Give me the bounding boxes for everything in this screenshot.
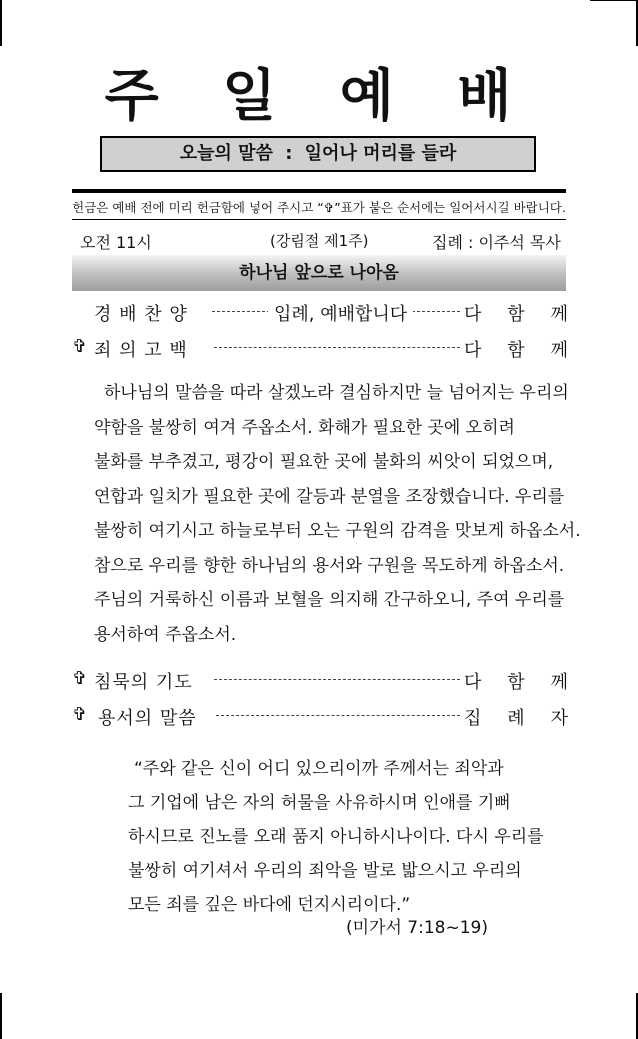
scripture-line: 그 기업에 남은 자의 허물을 사유하시며 인애를 기뻐 bbox=[128, 793, 511, 813]
crop-mark-top-right bbox=[590, 0, 638, 1]
scripture-passage bbox=[128, 752, 544, 922]
scripture-citation: (미가서 7:18~19) bbox=[346, 918, 488, 938]
notice-text: 헌금은 예배 전에 미리 헌금함에 넣어 주시고 “✞”표가 붙은 순서에는 일어서시길 바랍니다. bbox=[72, 200, 566, 215]
sermon-title-box bbox=[100, 136, 536, 172]
order-label: 용서의 말씀 bbox=[98, 708, 197, 729]
cross-icon: ✞ bbox=[72, 704, 88, 725]
sermon-title: 일어나 머리를 들라 bbox=[304, 143, 457, 164]
order-row-confession bbox=[72, 336, 568, 362]
sermon-separator: : bbox=[285, 143, 293, 164]
scripture-line: 하시므로 진노를 오래 품지 아니하시나이다. 다시 우리를 bbox=[128, 827, 544, 847]
confession-prayer bbox=[94, 376, 581, 652]
page-title: 주 일 예 배 bbox=[104, 64, 534, 129]
crop-mark-bottom-left bbox=[0, 993, 2, 1039]
confession-line: 용서하여 주옵소서. bbox=[94, 624, 237, 645]
order-performer: 집 례 자 bbox=[464, 708, 568, 729]
scripture-line: 불쌍히 여기셔서 우리의 죄악을 발로 밟으시고 우리의 bbox=[128, 861, 522, 881]
confession-line: 주님의 거룩하신 이름과 보혈을 의지해 간구하오니, 주여 우리를 bbox=[94, 590, 565, 610]
scripture-line: “주와 같은 신이 어디 있으리이까 주께서는 죄악과 bbox=[134, 759, 504, 779]
leader-line bbox=[214, 679, 460, 680]
crop-mark-top-left bbox=[0, 0, 2, 46]
order-row-silent-prayer bbox=[72, 668, 568, 694]
scripture-line: 모든 죄를 깊은 바다에 던지시리이다.” bbox=[128, 895, 411, 915]
section-header: 하나님 앞으로 나아옴 bbox=[72, 255, 566, 291]
order-performer: 다 함 께 bbox=[464, 304, 568, 325]
confession-line: 하나님의 말씀을 따라 살겠노라 결심하지만 늘 넘어지는 우리의 bbox=[104, 383, 569, 403]
service-time: 오전 11시 bbox=[80, 233, 152, 252]
order-label: 경 배 찬 양 bbox=[94, 304, 188, 325]
order-label: 침묵의 기도 bbox=[94, 672, 193, 693]
confession-line: 참으로 우리를 향한 하나님의 용서와 구원을 목도하게 하옵소서. bbox=[94, 555, 565, 576]
confession-line: 연합과 일치가 필요한 곳에 갈등과 분열을 조장했습니다. 우리를 bbox=[94, 486, 565, 507]
confession-line: 불화를 부추겼고, 평강이 필요한 곳에 불화의 씨앗이 되었으며, bbox=[94, 452, 554, 472]
order-middle: 입례, 예배합니다 bbox=[268, 300, 413, 326]
order-performer: 다 함 께 bbox=[464, 672, 568, 693]
order-label: 죄 의 고 백 bbox=[94, 340, 188, 361]
leader-line bbox=[216, 715, 460, 716]
sermon-label: 오늘의 말씀 bbox=[179, 143, 273, 164]
order-row-absolution bbox=[72, 704, 568, 730]
divider-thin bbox=[72, 219, 566, 220]
confession-line: 불쌍히 여기시고 하늘로부터 오는 구원의 감격을 맛보게 하옵소서. bbox=[94, 521, 581, 541]
cross-icon: ✞ bbox=[72, 336, 88, 357]
service-presider: 집례 : 이주석 목사 bbox=[432, 233, 561, 252]
service-season: (강림절 제1주) bbox=[270, 232, 369, 250]
divider-thick bbox=[72, 189, 566, 193]
confession-line: 약함을 불쌍히 여겨 주옵소서. 화해가 필요한 곳에 오히려 bbox=[94, 417, 515, 438]
leader-line bbox=[214, 347, 460, 348]
order-performer: 다 함 께 bbox=[464, 340, 568, 361]
order-row-praise bbox=[72, 300, 568, 326]
cross-icon: ✞ bbox=[72, 668, 88, 689]
